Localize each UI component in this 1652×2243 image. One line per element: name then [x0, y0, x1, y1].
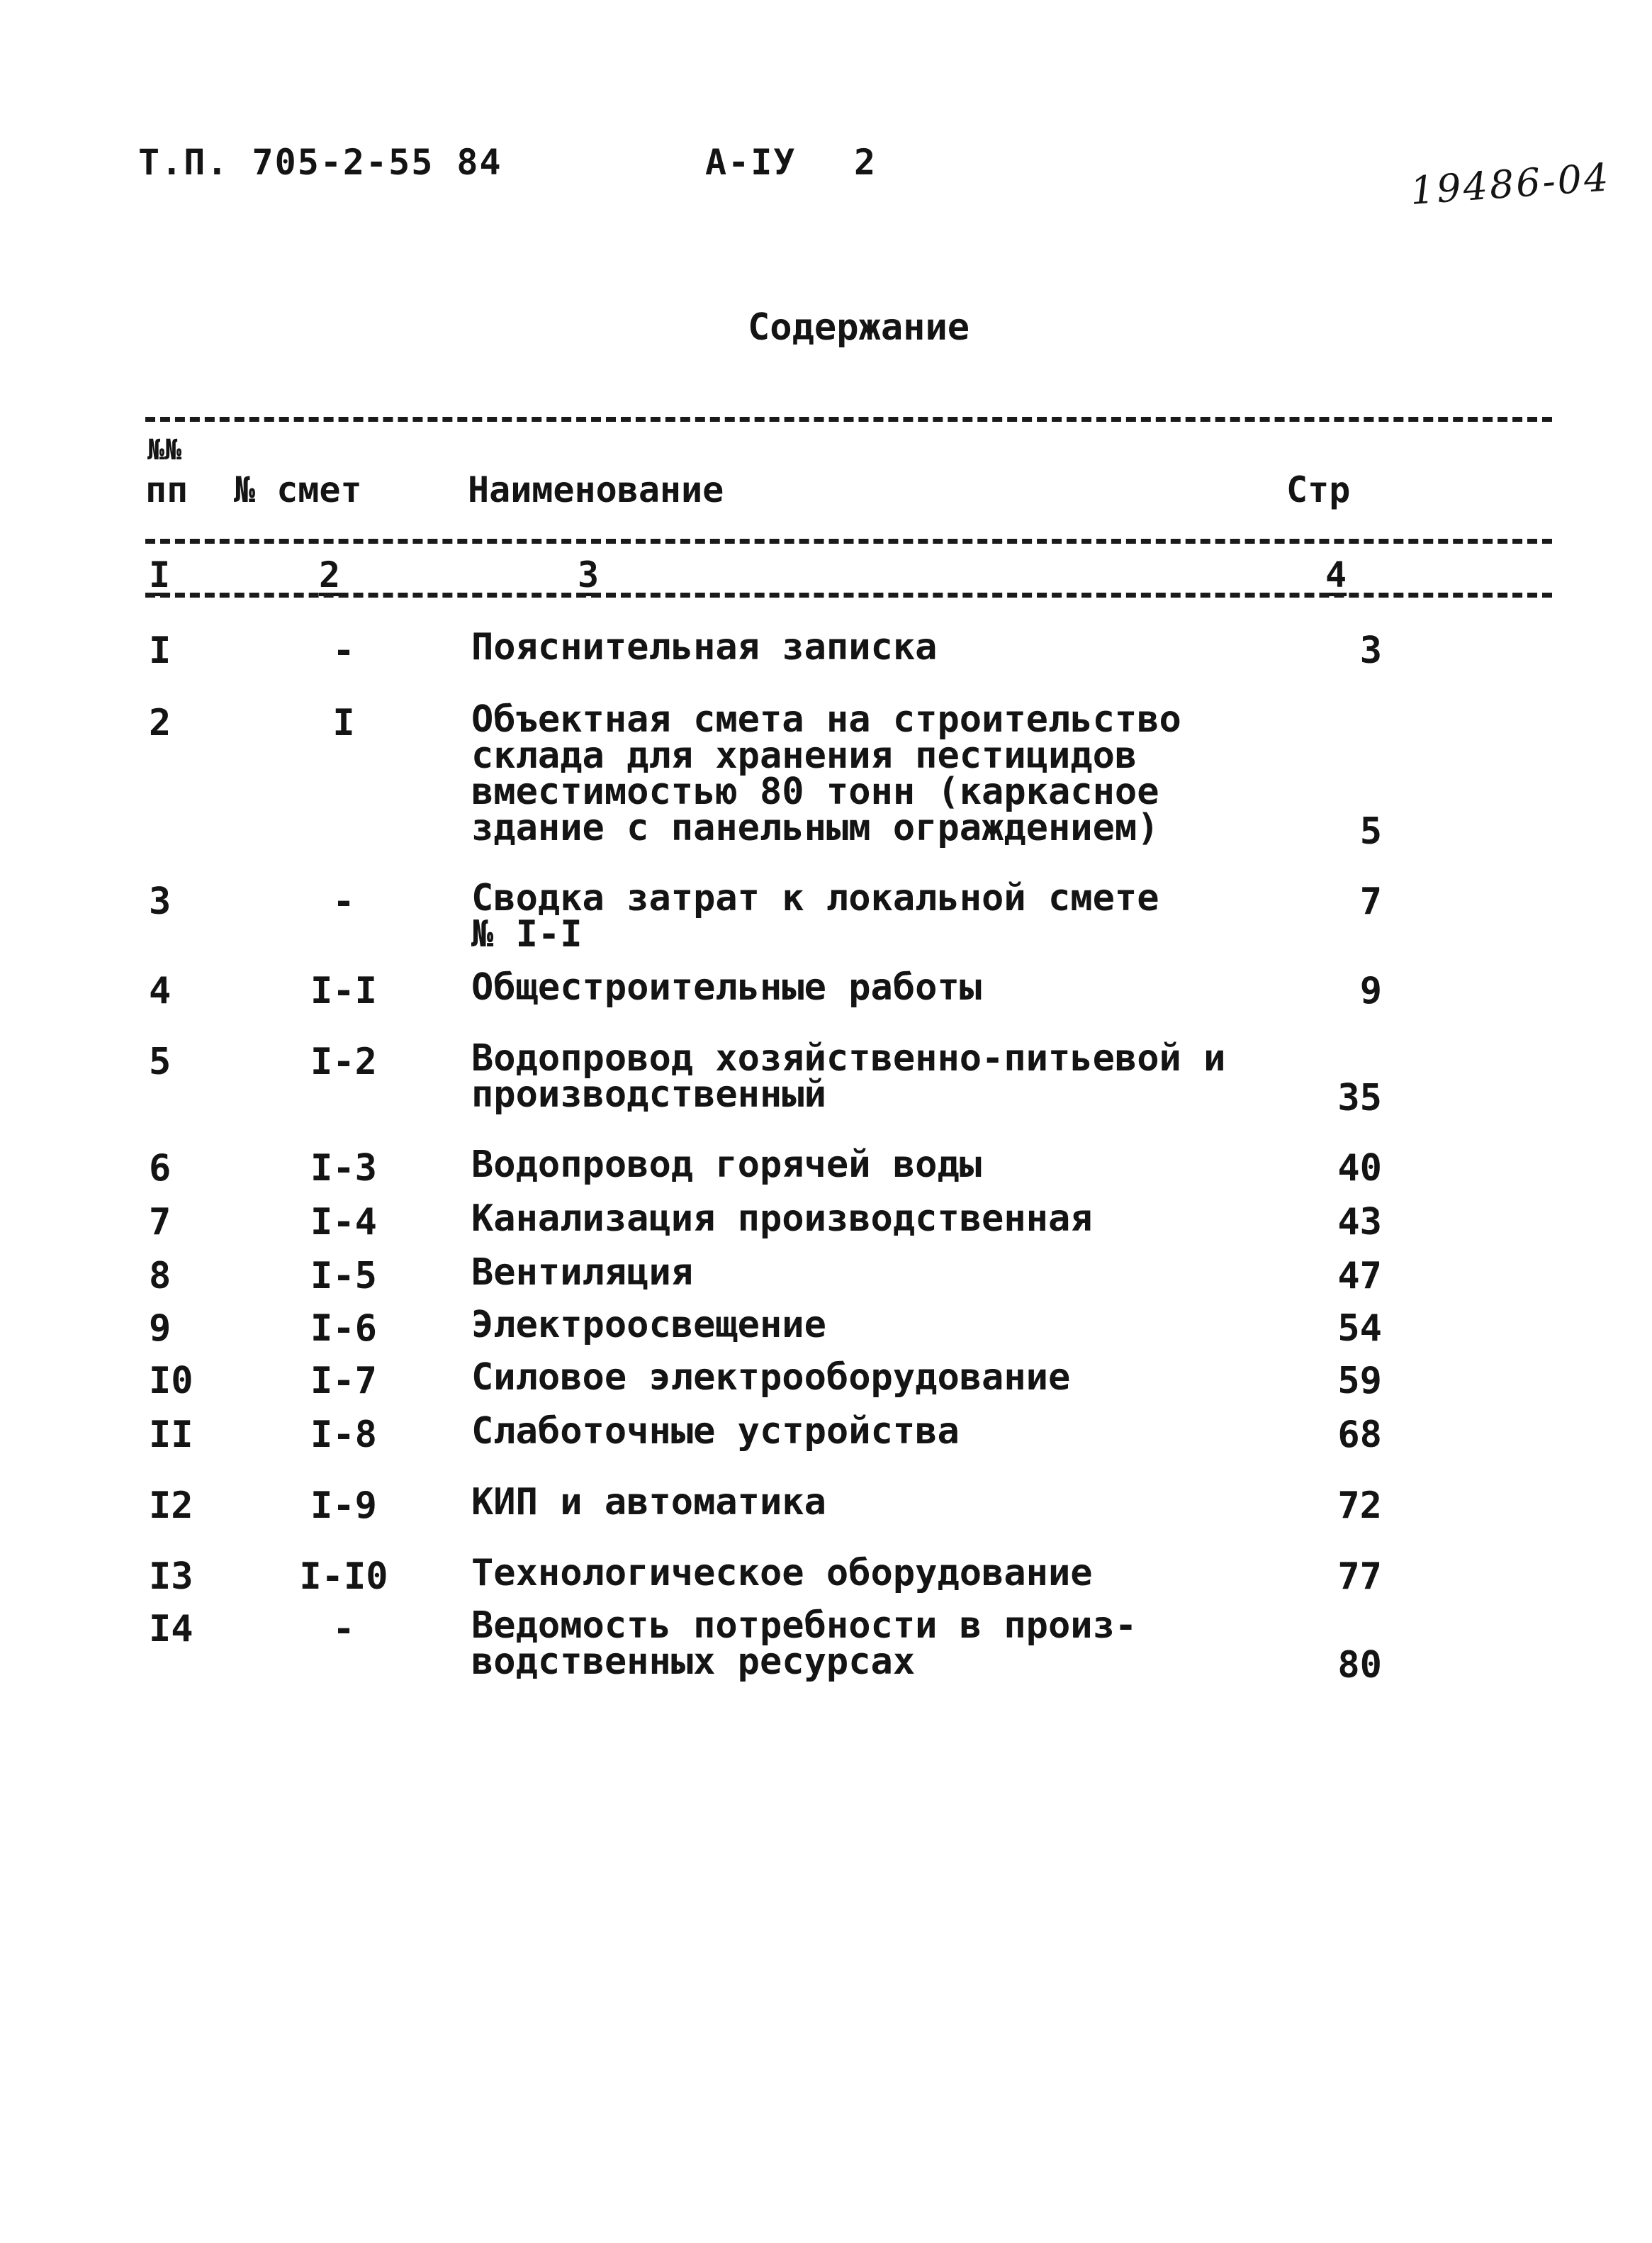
row-page: 40	[1337, 1147, 1382, 1190]
header-number-top: №№	[147, 434, 182, 466]
row-title	[471, 626, 938, 669]
row-number: 9	[149, 1307, 172, 1350]
row-title	[471, 1410, 960, 1453]
album-number: А-IУ	[705, 142, 797, 183]
archive-number: 19486-04	[1408, 155, 1612, 213]
row-number: 6	[149, 1147, 172, 1190]
column-number-1: I	[149, 554, 171, 595]
header-page: Стр	[1286, 469, 1351, 510]
row-page: 77	[1337, 1555, 1382, 1598]
top-rule	[145, 417, 1552, 422]
row-number: 3	[149, 880, 172, 923]
row-title	[471, 1552, 1093, 1594]
row-title-line: производственный	[471, 1073, 826, 1116]
row-title-line: Слаботочные устройства	[471, 1410, 960, 1453]
row-estimate-number: I-I0	[299, 1555, 388, 1598]
row-title	[471, 966, 982, 1009]
row-title-line: склада для хранения пестицидов	[471, 734, 1137, 777]
row-estimate-number: -	[332, 880, 355, 923]
row-page: 59	[1337, 1360, 1382, 1402]
row-title	[471, 877, 1159, 956]
row-title-line: Водопровод хозяйственно-питьевой и	[471, 1037, 1226, 1080]
row-estimate-number: I-I	[310, 970, 377, 1012]
sheet-number: 2	[854, 142, 877, 183]
row-estimate-number: -	[332, 1608, 355, 1650]
page-title: Содержание	[748, 306, 970, 349]
row-title-line: Силовое электрооборудование	[471, 1356, 1071, 1399]
row-title-line: Канализация производственная	[471, 1197, 1093, 1240]
row-title	[471, 1251, 694, 1294]
row-estimate-number: I-8	[310, 1414, 377, 1456]
row-title-line: Электроосвещение	[471, 1304, 826, 1346]
row-page: 68	[1337, 1414, 1382, 1456]
row-title-line: Объектная смета на строительство	[471, 698, 1181, 741]
row-title	[471, 1481, 826, 1523]
row-page: 7	[1359, 880, 1382, 923]
row-title-line: Ведомость потребности в произ-	[471, 1604, 1137, 1647]
row-page: 43	[1337, 1201, 1382, 1243]
column-number-rule	[145, 593, 1552, 598]
row-number: I3	[149, 1555, 193, 1598]
header-name: Наименование	[468, 469, 724, 510]
row-title-line: Водопровод горячей воды	[471, 1143, 982, 1186]
row-number: I0	[149, 1360, 193, 1402]
row-title	[471, 1356, 1071, 1399]
row-number: 2	[149, 702, 172, 744]
row-number: II	[149, 1414, 193, 1456]
row-estimate-number: I-7	[310, 1360, 377, 1402]
row-page: 5	[1359, 810, 1382, 853]
row-title-line: Технологическое оборудование	[471, 1552, 1093, 1594]
row-estimate-number: I-2	[310, 1041, 377, 1083]
row-title-line: № I-I	[471, 913, 583, 956]
row-title-line: КИП и автоматика	[471, 1481, 826, 1523]
header-rule	[145, 539, 1552, 544]
row-number: 5	[149, 1041, 172, 1083]
row-estimate-number: I-6	[310, 1307, 377, 1350]
row-title-line: Общестроительные работы	[471, 966, 982, 1009]
row-page: 47	[1337, 1255, 1382, 1297]
row-page: 54	[1337, 1307, 1382, 1350]
row-title-line: здание с панельным ограждением)	[471, 807, 1159, 849]
row-estimate-number: I-4	[310, 1201, 377, 1243]
row-number: 7	[149, 1201, 172, 1243]
row-page: 35	[1337, 1077, 1382, 1119]
row-title-line: Сводка затрат к локальной смете	[471, 877, 1159, 919]
row-title-line: Пояснительная записка	[471, 626, 938, 669]
row-title	[471, 1143, 982, 1186]
row-estimate-number: -	[332, 630, 355, 672]
row-title	[471, 1604, 1137, 1683]
row-number: 8	[149, 1255, 172, 1297]
row-number: I4	[149, 1608, 193, 1650]
row-title-line: Вентиляция	[471, 1251, 694, 1294]
row-title	[471, 1037, 1226, 1116]
row-page: 9	[1359, 970, 1382, 1012]
row-number: I	[149, 630, 172, 672]
row-estimate-number: I-9	[310, 1484, 377, 1527]
row-title	[471, 698, 1181, 849]
row-number: 4	[149, 970, 172, 1012]
row-number: I2	[149, 1484, 193, 1527]
row-title	[471, 1197, 1093, 1240]
row-estimate-number: I-5	[310, 1255, 377, 1297]
row-estimate-number: I-3	[310, 1147, 377, 1190]
row-page: 3	[1359, 630, 1382, 672]
row-title	[471, 1304, 826, 1346]
row-title-line: водственных ресурсах	[471, 1640, 916, 1683]
document-code: Т.П. 705-2-55 84	[138, 142, 502, 183]
header-estimate: № смет	[234, 469, 362, 510]
column-number-4: 4	[1325, 554, 1347, 595]
row-estimate-number: I	[332, 702, 355, 744]
row-page: 80	[1337, 1644, 1382, 1687]
row-title-line: вместимостью 80 тонн (каркасное	[471, 771, 1159, 813]
column-number-3: 3	[578, 554, 600, 595]
column-number-2: 2	[319, 554, 341, 595]
row-page: 72	[1337, 1484, 1382, 1527]
header-number-bottom: пп	[145, 469, 189, 510]
